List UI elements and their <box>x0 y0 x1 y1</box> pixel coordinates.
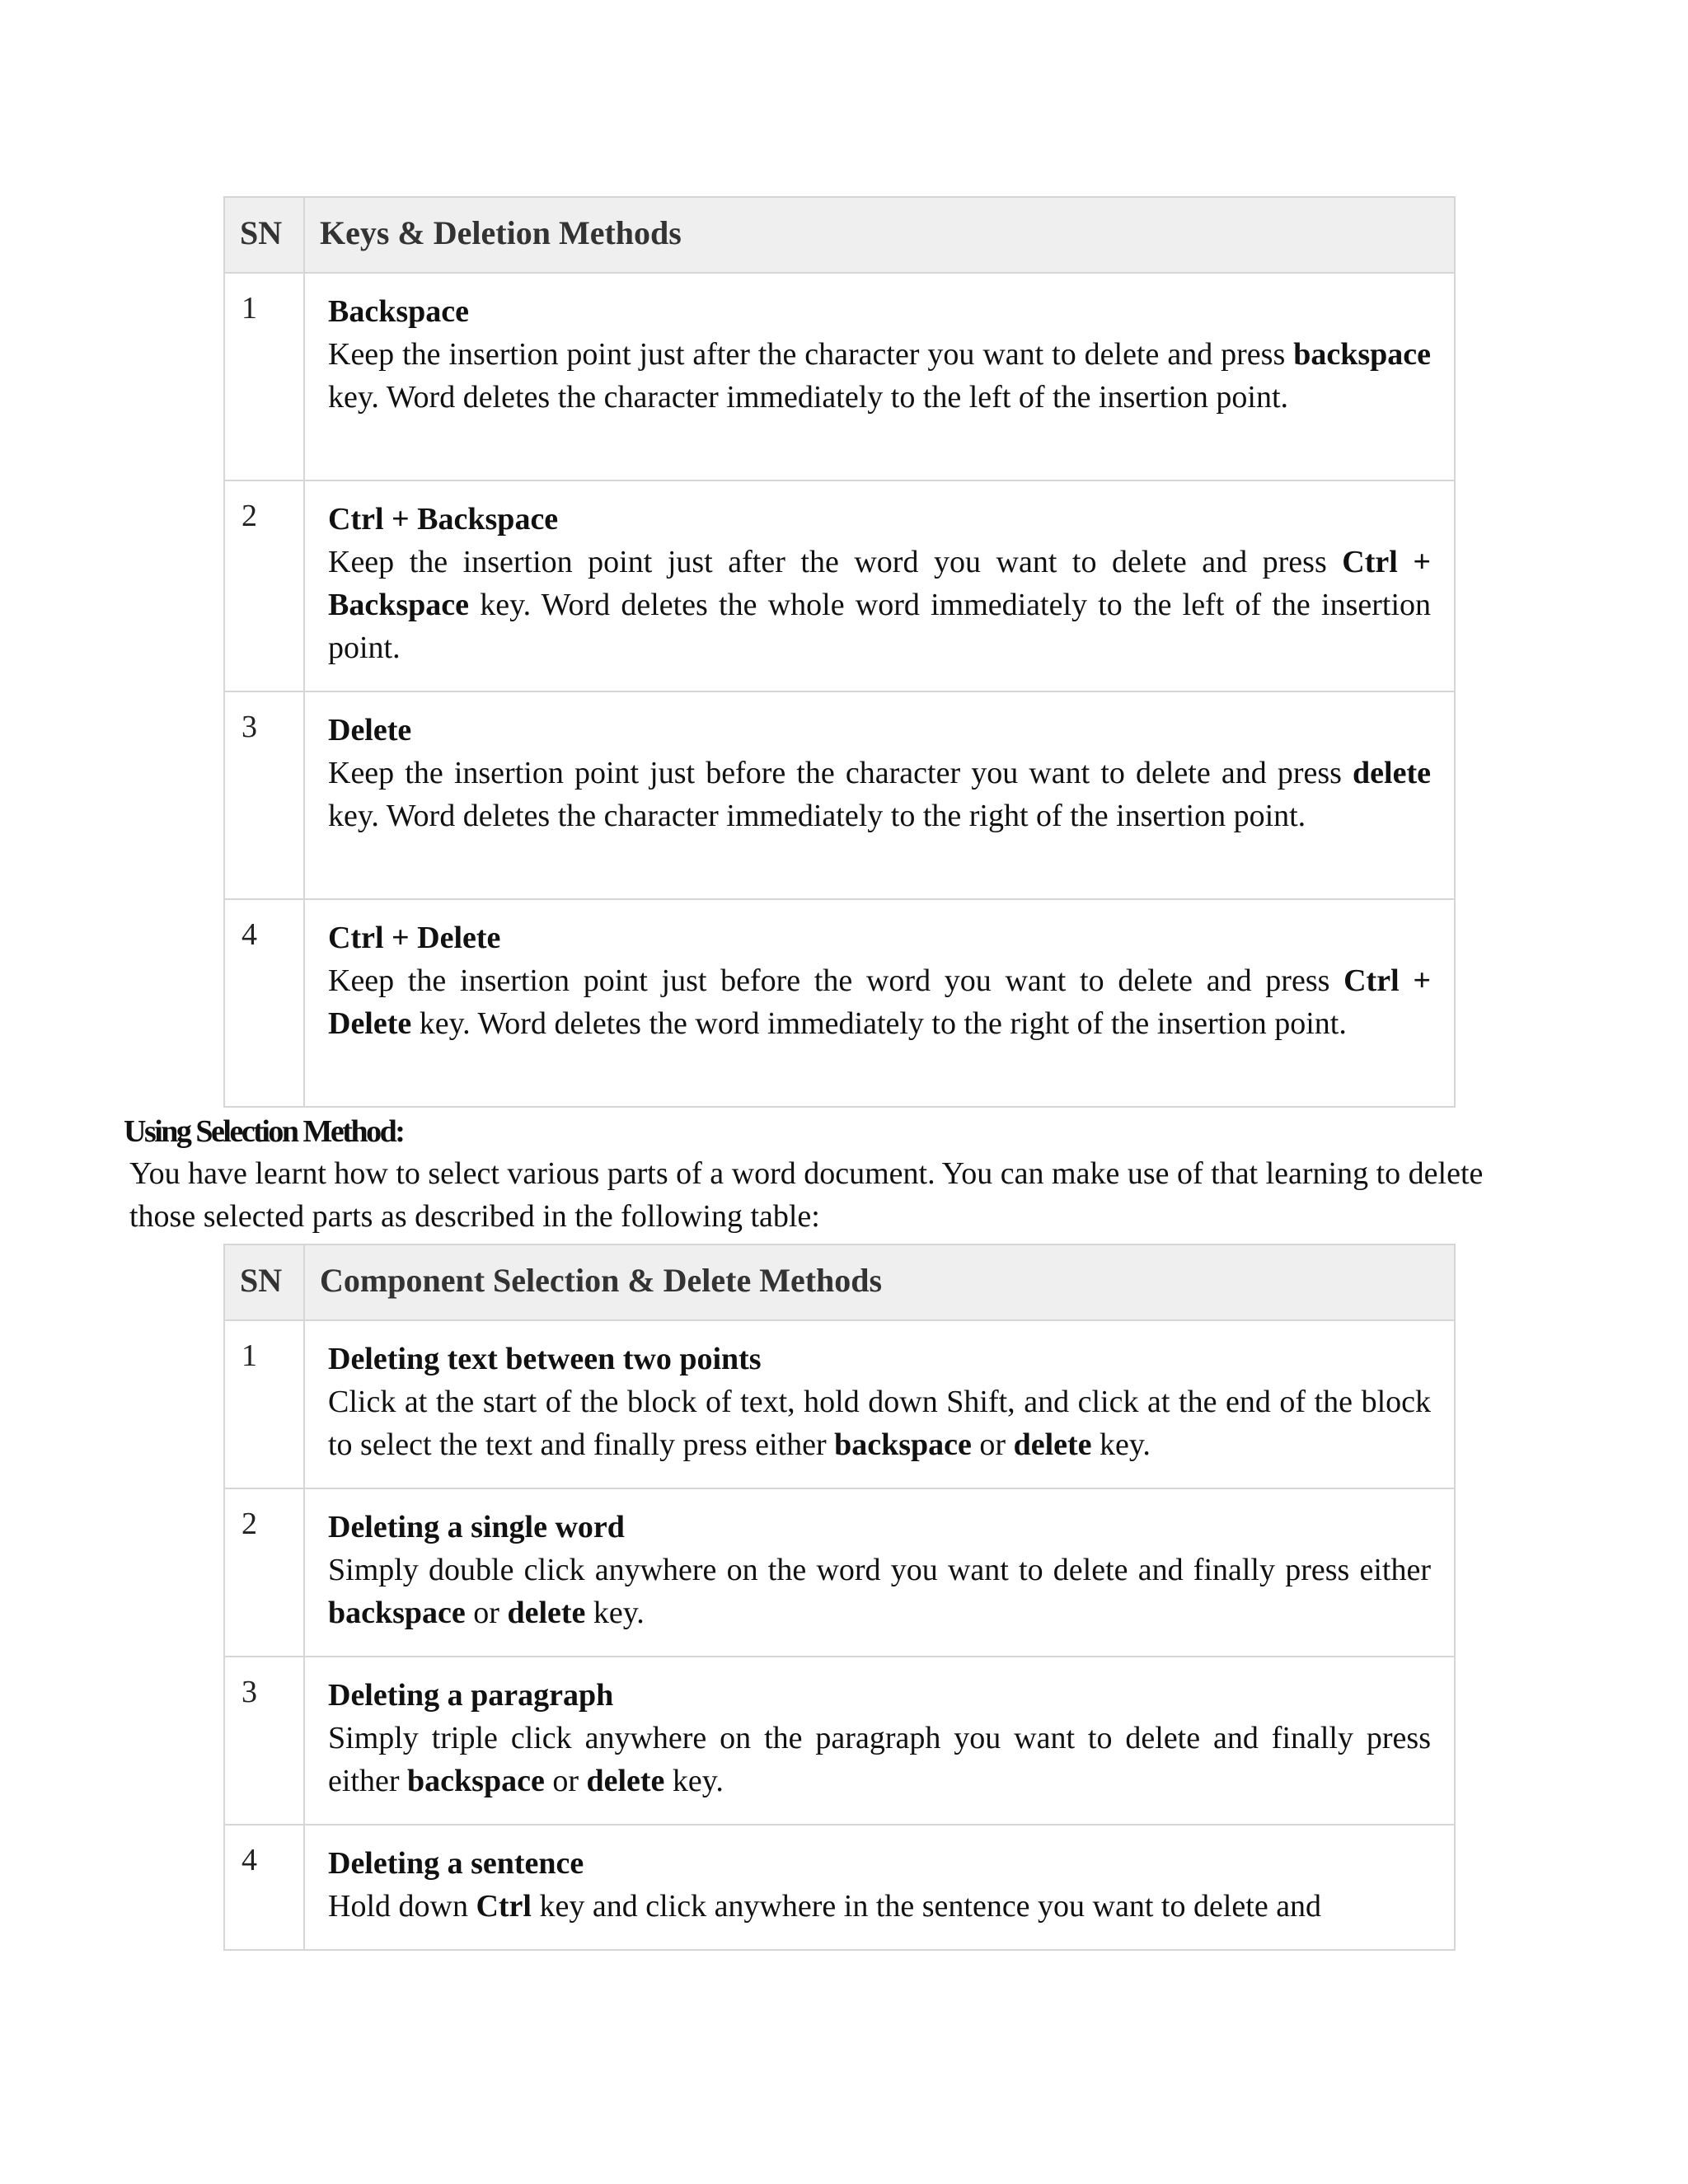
table-row <box>224 480 1455 691</box>
row-number: 3 <box>224 691 304 899</box>
section-heading: Using Selection Method: <box>124 1114 404 1149</box>
description-text: key. Word deletes the whole word immediately to the left of the insertion point. <box>328 588 1431 665</box>
description-text: key. Word deletes the character immediately to the left of the insertion point. <box>328 380 1289 415</box>
key-name: backspace <box>407 1764 545 1798</box>
key-name: Ctrl <box>476 1889 532 1924</box>
row-number: 2 <box>224 480 304 691</box>
row-number: 4 <box>224 1825 304 1950</box>
key-name: Ctrl + Backspace <box>328 545 1431 622</box>
intro-paragraph: You have learnt how to select various parts of a word document. You can make use of that learning to delete those selected parts as described in the following table: <box>129 1156 1484 1234</box>
row-number: 4 <box>224 899 304 1107</box>
method-title: Deleting a paragraph <box>328 1678 614 1713</box>
method-description <box>304 273 1455 480</box>
key-name: delete <box>1353 756 1431 790</box>
sn-column-header: SN <box>224 197 304 273</box>
method-description <box>304 1825 1455 1950</box>
key-name: backspace <box>1293 337 1431 372</box>
method-title: Backspace <box>328 294 469 329</box>
method-description <box>304 899 1455 1107</box>
table-header-row <box>224 197 1455 273</box>
method-title: Deleting text between two points <box>328 1342 762 1376</box>
description-text: Hold down <box>328 1889 476 1924</box>
description-text: or <box>971 1427 1014 1462</box>
table-row <box>224 1825 1455 1950</box>
description-text: key. <box>664 1764 724 1798</box>
table-row <box>224 1657 1455 1825</box>
method-column-header: Keys & Deletion Methods <box>304 197 1455 273</box>
method-title: Ctrl + Delete <box>328 921 501 955</box>
table-row <box>224 1488 1455 1657</box>
row-number: 2 <box>224 1488 304 1657</box>
row-number: 1 <box>224 1320 304 1488</box>
description-text: Keep the insertion point just before the word you want to delete and press <box>328 963 1344 998</box>
key-name: delete <box>507 1596 586 1630</box>
description-text: Keep the insertion point just before the character you want to delete and press <box>328 756 1353 790</box>
keys-deletion-table <box>223 196 1456 1108</box>
description-text: Simply triple click anywhere on the paragraph you want to delete and finally press either <box>328 1721 1431 1798</box>
method-title: Ctrl + Backspace <box>328 502 559 537</box>
method-title: Deleting a single word <box>328 1510 625 1544</box>
table-row <box>224 273 1455 480</box>
description-text: key. Word deletes the character immediately to the right of the insertion point. <box>328 799 1306 833</box>
sn-column-header: SN <box>224 1244 304 1320</box>
description-text: or <box>465 1596 508 1630</box>
description-text: key and click anywhere in the sentence you want to delete and <box>531 1889 1322 1924</box>
key-name: backspace <box>834 1427 972 1462</box>
description-text: Keep the insertion point just after the character you want to delete and press <box>328 337 1294 372</box>
description-text: or <box>544 1764 587 1798</box>
method-description <box>304 691 1455 899</box>
row-number: 1 <box>224 273 304 480</box>
row-number: 3 <box>224 1657 304 1825</box>
description-text: Click at the start of the block of text, hold down Shift, and click at the end of the block to select the text and finally press either <box>328 1385 1431 1462</box>
description-text: key. <box>585 1596 645 1630</box>
table-row <box>224 1320 1455 1488</box>
selection-delete-table <box>223 1244 1456 1951</box>
method-column-header: Component Selection & Delete Methods <box>304 1244 1455 1320</box>
description-text: Keep the insertion point just after the word you want to delete and press <box>328 545 1343 579</box>
method-title: Delete <box>328 713 412 748</box>
method-description <box>304 480 1455 691</box>
description-text: key. Word deletes the word immediately to the right of the insertion point. <box>411 1006 1347 1041</box>
key-name: Ctrl + Delete <box>328 963 1431 1041</box>
key-name: delete <box>586 1764 665 1798</box>
table-header-row <box>224 1244 1455 1320</box>
method-description <box>304 1657 1455 1825</box>
method-title: Deleting a sentence <box>328 1846 584 1881</box>
method-description <box>304 1320 1455 1488</box>
key-name: backspace <box>328 1596 466 1630</box>
description-text: key. <box>1091 1427 1151 1462</box>
table-row <box>224 691 1455 899</box>
method-description <box>304 1488 1455 1657</box>
key-name: delete <box>1013 1427 1092 1462</box>
description-text: Simply double click anywhere on the word you want to delete and finally press either <box>328 1553 1431 1587</box>
table-row <box>224 899 1455 1107</box>
